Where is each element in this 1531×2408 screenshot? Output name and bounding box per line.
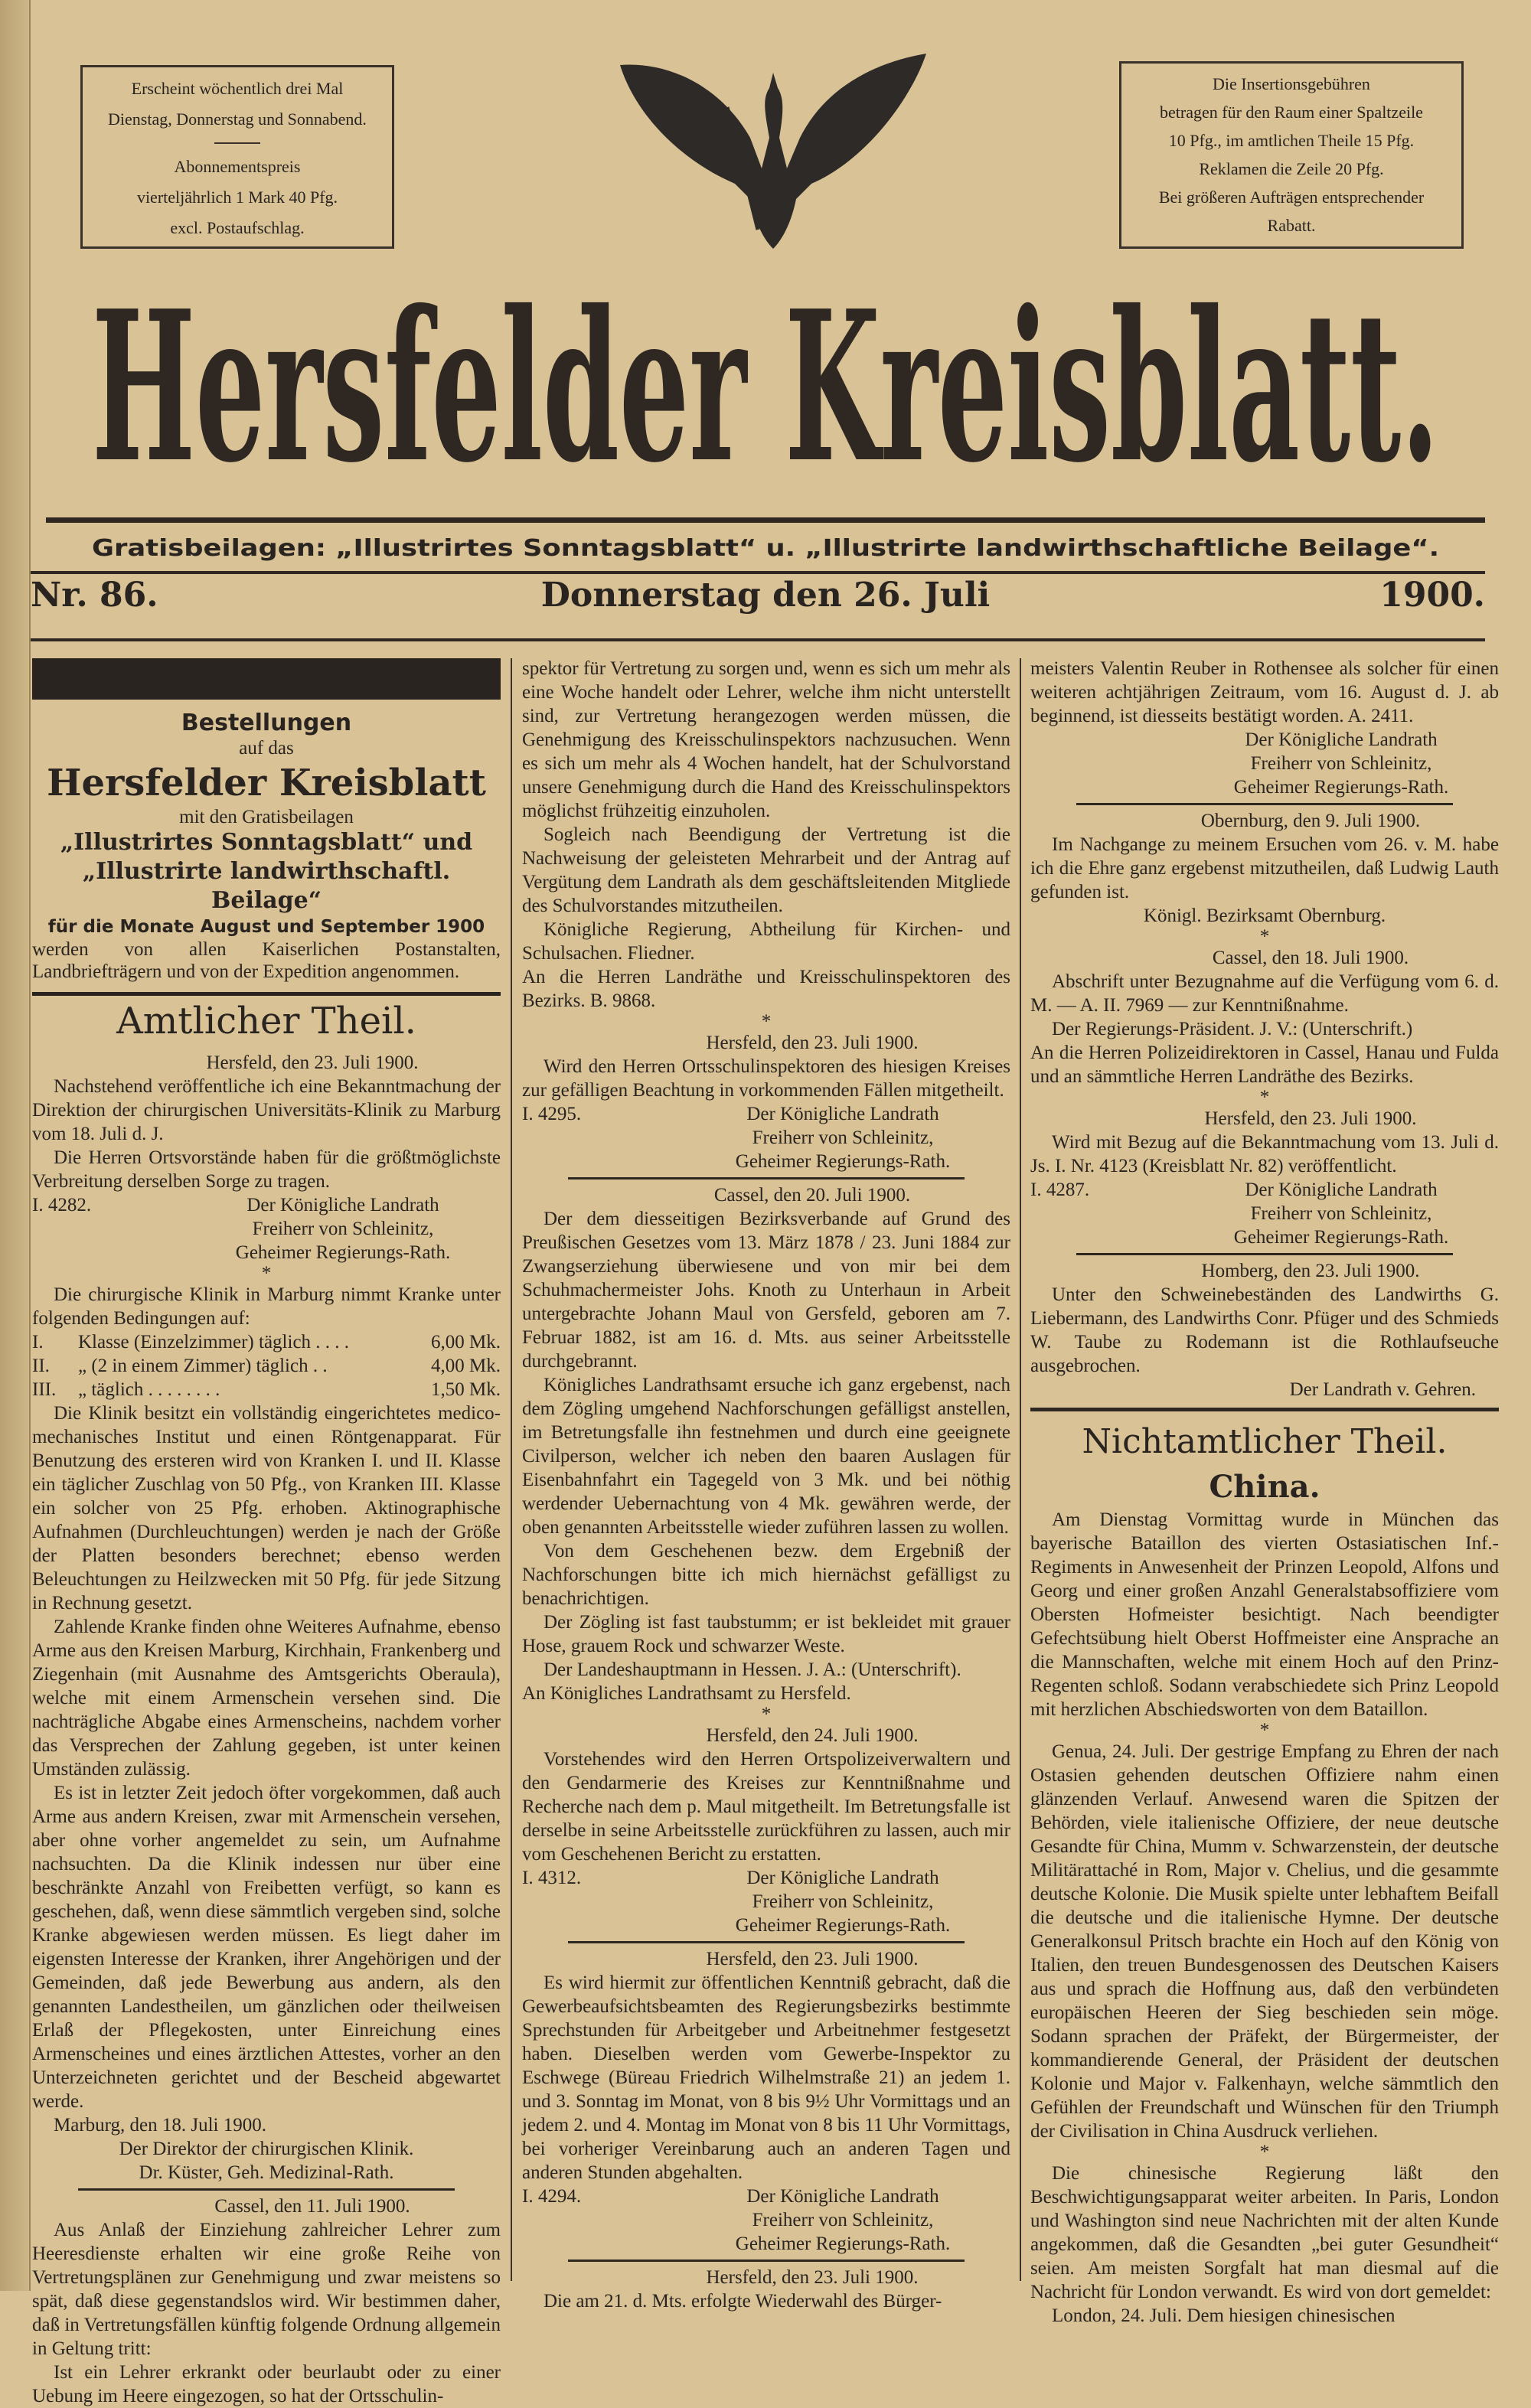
row-price: 4,00 Mk. [431,1356,501,1376]
rule [31,571,1485,574]
dateline: Homberg, den 23. Juli 1900. [1201,1261,1420,1281]
box-line: Rabatt. [1267,216,1316,235]
supplements-text: Gratisbeilagen: „Illustrirtes Sonntagsblatt“ u. „Illustrirte landwirthschaftliche Beilage“. [92,535,1439,562]
rule [1076,1253,1453,1255]
rule [568,2260,965,2262]
box-line: Dienstag, Donnerstag und Sonnabend. [108,109,367,129]
paragraph: Marburg, den 18. Juli 1900. [54,2115,266,2136]
reference-number: I. 4287. [1030,1180,1090,1200]
box-line: Erscheint wöchentlich drei Mal [131,79,344,98]
signature-line: Der Königliche Landrath [746,1104,939,1124]
paragraph: Die Herren Ortsvorstände haben für die größtmöglichste Verbreitung derselben Sorge zu tragen. [32,1147,501,1192]
box-line: 10 Pfg., im amtlichen Theile 15 Pfg. [1168,131,1415,150]
centered-line: Königl. Bezirksamt Obernburg. [1143,905,1386,926]
signature-line: Der Königliche Landrath [746,1868,939,1888]
dateline: Hersfeld, den 23. Juli 1900. [706,1033,919,1053]
row-price: 1,50 Mk. [431,1379,501,1400]
signature-line: Der Königliche Landrath [246,1195,439,1215]
signature-block [522,1866,1010,1937]
reference-number: I. 4294. [522,2186,582,2207]
rule [78,2188,455,2191]
dateline: Cassel, den 18. Juli 1900. [1212,948,1409,968]
newspaper-title [92,256,1439,509]
row-desc: „ (2 in einem Zimmer) täglich . . [78,1356,328,1376]
paragraph: An die Herren Landräthe und Kreisschulinspektoren des Bezirks. B. 9868. [522,967,1010,1011]
signature-line: Der Königliche Landrath [746,2186,939,2207]
paragraph: Von dem Geschehenen bezw. dem Ergebniß der Nachforschungen bitte ich mich hiernächst gefälligst zu benachrichtigen. [522,1541,1010,1609]
separator-asterisk: * [1259,926,1270,947]
paragraph: Der Zögling ist fast taubstumm; er ist bekleidet mit grauer Hose, grauem Rock und schwarzer Weste. [522,1612,1010,1656]
paragraph: meisters Valentin Reuber in Rothensee als solcher für einen weiteren achtjährigen Zeitraum, vom 16. August d. J. ab beginnend, ist diesseits bestätigt worden. A. 2411. [1030,658,1499,726]
title-text: Hersfelder Kreisblatt. [92,265,1439,508]
paragraph: Vorstehendes wird den Herren Ortspolizeiverwaltern und den Gendarmerie des Kreises zur Kenntnißnahme und Recherche nach dem p. Maul mitgetheilt. Im Betretungsfalle ist derselbe in seine Arbeitsstelle zurückführen zu lassen, auch mir vom Geschehenen Bericht zu erstatten. [522,1749,1010,1865]
column-1 [32,658,501,2408]
signature-line: Freiherr von Schleinitz, [752,1127,934,1148]
paragraph: Zahlende Kranke finden ohne Weiteres Aufnahme, ebenso Arme aus den Kreisen Marburg, Kirchhain, Frankenberg und Ziegenhain (mit Ausnahme des Amtsgerichts Oberaula), welche mit einem Armenschein versehen sind. Die nachträgliche Abgabe eines Armenscheins, nachdem vorher das Versprechen der Zahlung gegeben, ist unter keinen Umständen zulässig. [32,1617,501,1780]
signature-line: Geheimer Regierungs-Rath. [1233,1227,1449,1248]
dateline: Cassel, den 11. Juli 1900. [214,2196,410,2217]
paragraph: An Königliches Landrathsamt zu Hersfeld. [522,1683,851,1704]
paragraph: London, 24. Juli. Dem hiesigen chinesischen [1052,2305,1396,2326]
box-line: vierteljährlich 1 Mark 40 Pfg. [136,188,338,207]
box-line: Die Insertionsgebühren [1213,74,1370,93]
signature-block [1030,728,1499,799]
article-heading: China. [1209,1469,1320,1505]
rule [568,1177,965,1180]
ad-line: für die Monate August und September 1900 [47,917,485,937]
row-desc: „ täglich . . . . . . . . [78,1379,220,1400]
paragraph: Der Regierungs-Präsident. J. V.: (Unterschrift.) [1052,1019,1413,1039]
signature-block [522,1102,1010,1173]
separator-asterisk: * [761,1704,772,1724]
signature-line: Der Königliche Landrath [1245,729,1438,750]
price-row [32,1378,501,1401]
signature-line: Freiherr von Schleinitz, [1250,1203,1432,1224]
black-bar [32,658,501,700]
signature-line: Freiherr von Schleinitz, [752,1891,934,1912]
signature-line: Geheimer Regierungs-Rath. [735,1915,951,1936]
paragraph: Wird mit Bezug auf die Bekanntmachung vom 13. Juli d. Js. I. Nr. 4123 (Kreisblatt Nr. 82) veröffentlicht. [1030,1132,1499,1176]
section-heading: Nichtamtlicher Theil. [1082,1422,1448,1461]
subscription-info-box [80,65,394,249]
separator-asterisk: * [1259,1720,1270,1741]
paragraph: Im Nachgange zu meinem Ersuchen vom 26. v. M. habe ich die Ehre ganz ergebenst mitzutheilen, daß Ludwig Lauth gefunden ist. [1030,834,1499,902]
paragraph: Königliches Landrathsamt ersuche ich ganz ergebenst, nach dem Zögling umgehend Nachforschungen gefälligst anstellen, im Betretungsfalle ihn festnehmen und durch eine geeignete Civilperson, welcher ich neben den baaren Auslagen für Eisenbahnfahrt ein Tagegeld von 3 Mk. und bei nöthig werdender Uebernachtung von 4 Mk. gewähren werde, der oben genannten Arbeitsstelle wieder zuführen lassen zu wollen. [522,1375,1010,1538]
box-line: Bei größeren Aufträgen entsprechender [1158,188,1425,207]
row-class: I. [32,1332,44,1352]
reference-number: I. 4295. [522,1104,582,1124]
signature-line: Freiherr von Schleinitz, [1250,753,1432,774]
paragraph: Sogleich nach Beendigung der Vertretung ist die Nachweisung der geleisteten Mehrarbeit und der Antrag auf Vergütung dem Landrath als dem geschäftsleitenden Mitgliede des Schulvorstandes mitzutheilen. [522,824,1010,916]
ad-line: auf das [239,738,294,759]
paragraph: Der dem diesseitigen Bezirksverbande auf Grund des Preußischen Gesetzes vom 13. März 1878 / 23. Juni 1884 zur Zwangserziehung überwiesene und von mir bei dem Schuhmachermeister Johs. Knoth zu Unterhaun in Arbeit untergebrachte Johann Maul von Gersfeld, geboren am 7. Februar 1882, ist am 16. d. Mts. aus seiner Arbeitsstelle durchgebrannt. [522,1209,1010,1372]
subscription-advertisement [32,658,501,996]
issue-number: Nr. 86. [31,576,158,615]
rule [31,638,1485,641]
section-rule [1030,1408,1499,1411]
separator-asterisk: * [261,1263,272,1284]
column-divider [1020,658,1021,2281]
masthead-rule [46,517,1485,523]
column-1-body [32,1051,501,2408]
signature-block [32,1193,501,1264]
signature-line: Der Königliche Landrath [1245,1180,1438,1200]
paragraph: Die am 21. d. Mts. erfolgte Wiederwahl des Bürger- [544,2291,942,2312]
section-heading-official: Amtlicher Theil. [116,1000,416,1042]
row-class: III. [32,1379,57,1400]
ad-line: werden von allen Kaiserlichen Postanstalten, Landbriefträgern und von der Expedition angenommen. [32,939,501,982]
reference-number: I. 4282. [32,1195,92,1215]
signature-line: Der Landrath v. Gehren. [1289,1379,1476,1400]
signature-line: Freiherr von Schleinitz, [252,1219,434,1239]
centered-line: Der Direktor der chirurgischen Klinik. [119,2139,414,2159]
signature-line: Geheimer Regierungs-Rath. [235,1242,451,1263]
ad-line: mit den Gratisbeilagen [179,807,354,827]
paragraph: Die Klinik besitzt ein vollständig eingerichtetes medico-mechanisches Institut und einen Röntgenapparat. Für Benutzung des ersteren wird von Kranken I. und II. Klasse ein täglicher Zuschlag von 50 Pfg., von Kranken III. Klasse ein solcher von 25 Pfg. erhoben. Aktinographische Aufnahmen (Durchleuchtungen) werden je nach der Größe der Platten besonders berechnet; ebenso werden Beleuchtungen zu Heilzwecken mit 50 Pfg. für jede Sitzung in Rechnung gesetzt. [32,1403,501,1613]
adjacent-page-edge [0,0,31,2291]
paragraph: Wird den Herren Ortsschulinspektoren des hiesigen Kreises zur gefälligen Beachtung in vorkommenden Fällen mitgetheilt. [522,1056,1010,1101]
paragraph: Es wird hiermit zur öffentlichen Kenntniß gebracht, daß die Gewerbeaufsichtsbeamten des Regierungsbezirks bestimmte Sprechstunden für Arbeitgeber und Arbeitnehmer festgesetzt haben. Dieselben werden vom Gewerbe-Inspektor zu Eschwege (Büreau Friedrich Wilhelmstraße 21) an jedem 1. und 3. Sonntag im Monat, von 8 bis 9½ Uhr Vormittags und an jedem 2. und 4. Montag im Monat von 8 bis 11 Uhr Vormittags, bei vorheriger Vereinbarung auch an anderen Tagen und anderen Stunden abgehalten. [522,1972,1010,2183]
paragraph: Der Landeshauptmann in Hessen. J. A.: (Unterschrift). [544,1659,961,1680]
separator-asterisk: * [1259,2142,1270,2162]
supplements-line [92,528,1439,566]
ad-line: „Illustrirtes Sonntagsblatt“ und [60,829,473,856]
dateline: Hersfeld, den 23. Juli 1900. [1204,1108,1417,1129]
signature-block [522,2184,1010,2256]
signature-line: Geheimer Regierungs-Rath. [735,2233,951,2254]
box-line: betragen für den Raum einer Spaltzeile [1160,103,1423,122]
ad-line: Bestellungen [181,710,352,736]
centered-line: Dr. Küster, Geh. Medizinal-Rath. [139,2162,394,2183]
paragraph: spektor für Vertretung zu sorgen und, wenn es sich um mehr als eine Woche handelt oder Lehrer, welche ihm nicht unterstellt sind, zur Vertretung herangezogen werden müssen, die Genehmigung des Kreisschulinspektors nachzusuchen. Wenn es sich um mehr als 4 Wochen handelt, hat der Schulvorstand unsere Genehmigung durch die Hand des Kreisschulinspektors möglichst frühzeitig einzuholen. [522,658,1010,821]
paragraph: Die chinesische Regierung läßt den Beschwichtigungsapparat weiter arbeiten. In Paris, London und Washington sind neue Nachrichten mit der alten Kunde angekommen, daß die Gesandten „bei guter Gesundheit“ seien. Am meisten Sorgfalt hat man diesmal auf die Nachricht für London verwandt. Es wird von dort gemeldet: [1030,2163,1499,2302]
paragraph: Nachstehend veröffentliche ich eine Bekanntmachung der Direktion der chirurgischen Universitäts-Klinik zu Marburg vom 18. Juli d. J. [32,1076,501,1144]
signature-line: Geheimer Regierungs-Rath. [1233,777,1449,798]
row-price: 6,00 Mk. [431,1332,501,1352]
separator-asterisk: * [1259,1087,1270,1108]
separator-asterisk: * [761,1011,772,1032]
price-row [32,1354,501,1378]
advertising-rates-box [1119,61,1464,249]
box-line: Reklamen die Zeile 20 Pfg. [1199,159,1384,178]
box-line: Abonnementspreis [174,157,301,176]
dateline: Hersfeld, den 23. Juli 1900. [206,1052,419,1073]
dateline: Obernburg, den 9. Juli 1900. [1200,811,1421,831]
paragraph: An die Herren Polizeidirektoren in Cassel, Hanau und Fulda und an sämmtliche Herren Landräthe des Bezirks. [1030,1042,1499,1087]
signature-block [1030,1178,1499,1249]
paragraph: Ist ein Lehrer erkrankt oder beurlaubt oder zu einer Uebung im Heere eingezogen, so hat der Ortsschulin- [32,2362,501,2406]
paragraph: Abschrift unter Bezugnahme auf die Verfügung vom 6. d. M. — A. II. 7969 — zur Kenntnißnahme. [1030,971,1499,1016]
paragraph: Genua, 24. Juli. Der gestrige Empfang zu Ehren der nach Ostasien gehenden deutschen Offiziere nahm einen glänzenden Verlauf. Anwesend waren die Spitzen der Behörden, viele italienische Offiziere, der neue deutsche Gesandte für China, Mumm v. Schwarzenstein, der deutsche Militärattaché in Rom, Major v. Chelius, und die gesammte deutsche Kolonie. Die Musik spielte unter lebhaftem Beifall die deutsche und die italienische Hymne. Der deutsche Generalkonsul Pritsch brachte ein Hoch auf den König von Italien, den treuen Bundesgenossen des Deutschen Kaisers aus und sprach die Hoffnung aus, daß den verbündeten europäischen Heeren der Sieg beschieden sein möge. Sodann sprachen der Präfekt, der Bürgermeister, der kommandierende General, der Präsident der deutschen Kolonie und Major v. Falkenhayn, welche sämmtlich den Gefühlen der Freundschaft und Wünschen für den Triumph der Civilisation in China Ausdruck verliehen. [1030,1741,1499,2142]
paragraph: Unter den Schweinebeständen des Landwirths G. Liebermann, des Landwirths Conr. Pfüger und des Schmieds W. Taube zu Rodemann ist die Rothlaufseuche ausgebrochen. [1030,1284,1499,1376]
ad-title: Hersfelder Kreisblatt [47,762,486,804]
divider [214,142,260,144]
signature-line: Geheimer Regierungs-Rath. [735,1151,951,1172]
dateline: Hersfeld, den 24. Juli 1900. [706,1725,919,1746]
rule [1076,803,1453,805]
paragraph: Am Dienstag Vormittag wurde in München das bayerische Bataillon des vierten Ostasiatischen Inf.-Regiments in Anwesenheit der Prinzen Leopold, Alfons und Georg und einer großen Anzahl Generalstabsoffiziere vom Obersten Hofmeister besichtigt. Nach beendigter Gefechtsübung hielt Oberst Hoffmeister eine Ansprache an die Mannschaften, welche mit einem Hoch auf den Prinz-Regenten schloß. Sodann verabschiedete sich Prinz Leopold mit herzlichen Abschiedsworten von dem Bataillon. [1030,1509,1499,1720]
row-desc: Klasse (Einzelzimmer) täglich . . . . [78,1332,350,1352]
paragraph: Aus Anlaß der Einziehung zahlreicher Lehrer zum Heeresdienste erhalten wir eine große Reihe von Vertretungsplänen zur Genehmigung und zwar meistens so spät, daß diese gegenstandslos wird. Wir bestimmen daher, daß in Vertretungsfällen künftig folgende Ordnung allgemein in Geltung tritt: [32,2220,501,2359]
paragraph: Es ist in letzter Zeit jedoch öfter vorgekommen, daß auch Arme aus andern Kreisen, zwar mit Armenschein versehen, aber ohne vorher angemeldet zu sein, um Aufnahme nachsuchten. Da die Klinik indessen nur über eine beschränkte Anzahl von Freibetten verfügt, so kann es geschehen, daß, wenn diese sämmtlich vergeben sind, solche Kranke abgewiesen werden müssen. Es liegt daher im eigensten Interesse der Kranken, ihrer Angehörigen und der Gemeinden, daß jede Bewerbung aus andern, als den genannten Landestheilen, um gänzlichen oder theilweisen Erlaß der Pflegekosten, unter Einreichung eines Armenscheines und eines ärztlichen Attestes, vorher an den Unterzeichneten gerichtet und der Bescheid abgewartet werde. [32,1783,501,2112]
column-3 [1030,657,1499,2328]
column-2 [522,657,1010,2313]
dateline: Hersfeld, den 23. Juli 1900. [706,1949,919,1969]
eagle-emblem-icon [612,54,934,253]
row-class: II. [32,1356,50,1376]
dateline: Cassel, den 20. Juli 1900. [713,1185,911,1206]
paragraph: Die chirurgische Klinik in Marburg nimmt Kranke unter folgenden Bedingungen auf: [32,1284,501,1329]
column-divider [511,658,512,2281]
issue-year: 1900. [1379,576,1485,615]
dateline: Hersfeld, den 23. Juli 1900. [706,2267,919,2288]
paragraph: Königliche Regierung, Abtheilung für Kirchen- und Schulsachen. Fliedner. [522,919,1010,964]
reference-number: I. 4312. [522,1868,582,1888]
rule [568,1941,965,1943]
signature-line: Freiherr von Schleinitz, [752,2210,934,2230]
issue-date: Donnerstag den 26. Juli [540,576,991,615]
ad-line: „Illustrirte landwirthschaftl. Beilage“ [82,858,451,914]
box-line: excl. Postaufschlag. [170,218,305,237]
price-row [32,1330,501,1354]
